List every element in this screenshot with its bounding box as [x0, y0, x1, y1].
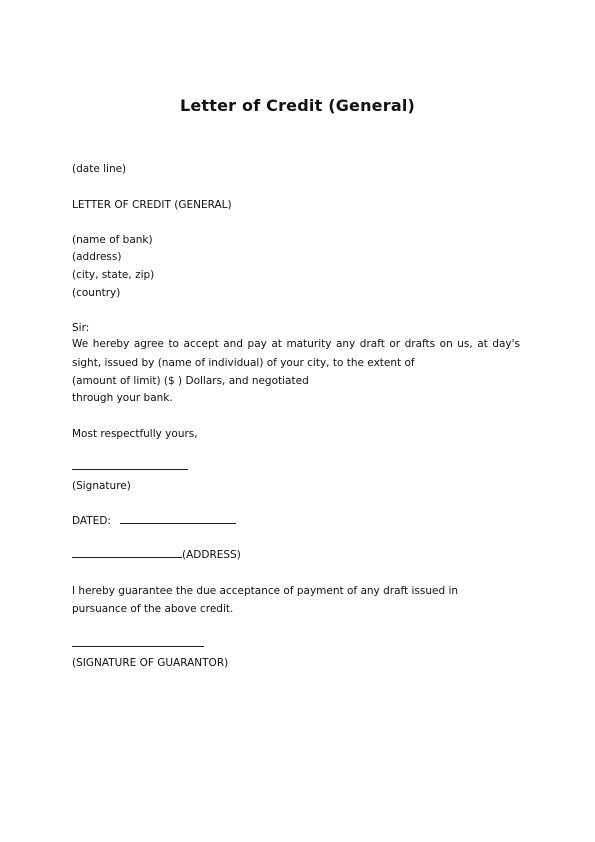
dated-rule [120, 515, 236, 524]
dated-label: DATED: [72, 515, 111, 527]
bank-country: (country) [72, 287, 121, 299]
dated-row [72, 514, 236, 528]
signature-label: (Signature) [72, 480, 131, 492]
guarantee-line-1: I hereby guarantee the due acceptance of payment of any draft issued in [72, 585, 459, 597]
guarantee-line-2: pursuance of the above credit. [72, 603, 234, 615]
guarantor-signature-line [72, 637, 204, 651]
bank-address: (address) [72, 251, 122, 263]
date-line: (date line) [72, 163, 127, 175]
body-line-4: through your bank. [72, 392, 173, 404]
salutation: Sir: [72, 322, 90, 334]
body-line-2: sight, issued by (name of individual) of your city, to the extent of [72, 357, 415, 369]
address-label: (ADDRESS) [182, 549, 241, 561]
body-line-1: We hereby agree to accept and pay at maturity any draft or drafts on us, at day's [72, 338, 520, 350]
bank-city: (city, state, zip) [72, 269, 155, 281]
guarantor-rule [72, 638, 204, 647]
signature-rule [72, 461, 188, 470]
bank-name: (name of bank) [72, 234, 153, 246]
closing: Most respectfully yours, [72, 428, 198, 440]
address-row [72, 548, 241, 562]
signature-line [72, 460, 188, 474]
letter-heading: LETTER OF CREDIT (GENERAL) [72, 199, 232, 211]
document-title: Letter of Credit (General) [179, 96, 416, 115]
body-line-3: (amount of limit) ($ ) Dollars, and negotiated [72, 375, 309, 387]
address-rule [72, 549, 182, 558]
guarantor-label: (SIGNATURE OF GUARANTOR) [72, 657, 229, 669]
